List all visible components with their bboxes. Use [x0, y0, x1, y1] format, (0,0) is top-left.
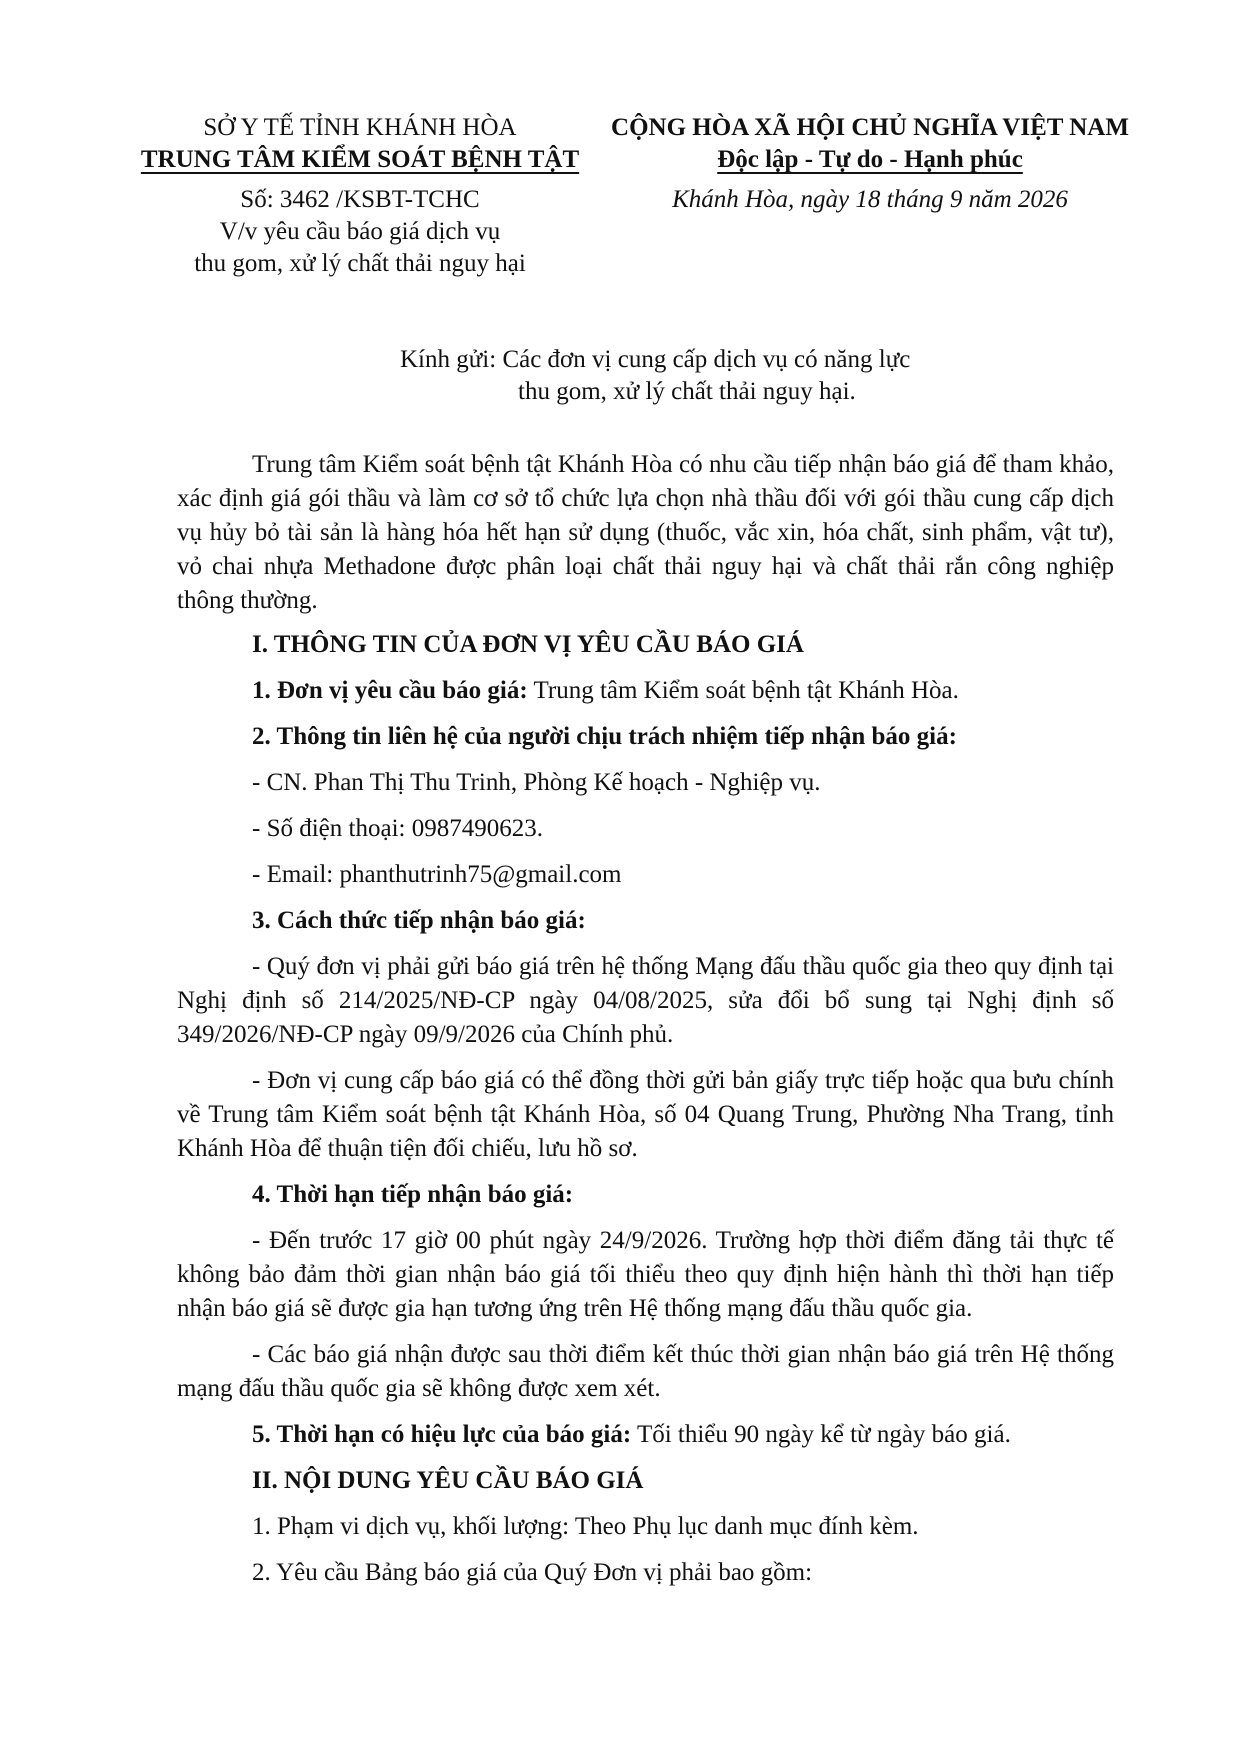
contact-name: - CN. Phan Thị Thu Trinh, Phòng Kế hoạch - Nghiệp vụ. [252, 769, 821, 796]
item-1-value: Trung tâm Kiểm soát bệnh tật Khánh Hòa. [527, 677, 959, 704]
org-parent: SỞ Y TẾ TỈNH KHÁNH HÒA [203, 114, 517, 141]
item-5 [177, 1418, 1114, 1452]
place-date: Khánh Hòa, ngày 18 tháng 9 năm 2026 [672, 186, 1068, 213]
recipient-line-1: Kính gửi: Các đơn vị cung cấp dịch vụ có năng lực [400, 346, 911, 373]
recipient-line-2: thu gom, xử lý chất thải nguy hại. [518, 378, 856, 405]
item-4-paragraph-2: - Các báo giá nhận được sau thời điểm kết thúc thời gian nhận báo giá trên Hệ thống mạng đấu thầu quốc gia sẽ không được xem xét. [177, 1341, 1114, 1402]
section-2-title: II. NỘI DUNG YÊU CẦU BÁO GIÁ [252, 1467, 644, 1494]
header-right [590, 112, 1150, 216]
motto: Độc lập - Tự do - Hạnh phúc [717, 146, 1023, 173]
item-1 [177, 674, 1114, 708]
subject-line-2: thu gom, xử lý chất thải nguy hại [194, 250, 526, 277]
item-3-paragraph-1: - Quý đơn vị phải gửi báo giá trên hệ thống Mạng đấu thầu quốc gia theo quy định tại Nghị định số 214/2025/NĐ-CP ngày 04/08/2025, sửa đổi bổ sung tại Nghị định số 349/2026/NĐ-CP ngày 09/9/2026 của Chính phủ. [177, 953, 1114, 1048]
nation-title: CỘNG HÒA XÃ HỘI CHỦ NGHĨA VIỆT NAM [611, 114, 1129, 141]
doc-number: Số: 3462 /KSBT-TCHC [240, 186, 480, 213]
header-left [140, 112, 580, 280]
item-4-paragraph-1: - Đến trước 17 giờ 00 phút ngày 24/9/2026. Trường hợp thời điểm đăng tải thực tế không bảo đảm thời gian nhận báo giá tối thiểu theo quy định hiện hành thì thời hạn tiếp nhận báo giá sẽ được gia hạn tương ứng trên Hệ thống mạng đấu thầu quốc gia. [177, 1227, 1114, 1322]
recipient-block [400, 344, 1200, 408]
item-3-paragraph-2: - Đơn vị cung cấp báo giá có thể đồng thời gửi bản giấy trực tiếp hoặc qua bưu chính về Trung tâm Kiểm soát bệnh tật Khánh Hòa, số 04 Quang Trung, Phường Nha Trang, tỉnh Khánh Hòa để thuận tiện đối chiếu, lưu hồ sơ. [177, 1067, 1114, 1162]
item-4-label: 4. Thời hạn tiếp nhận báo giá: [252, 1181, 574, 1208]
section-2-item-1: 1. Phạm vi dịch vụ, khối lượng: Theo Phụ lục danh mục đính kèm. [252, 1513, 919, 1540]
intro-paragraph: Trung tâm Kiểm soát bệnh tật Khánh Hòa có nhu cầu tiếp nhận báo giá để tham khảo, xác định giá gói thầu và làm cơ sở tổ chức lựa chọn nhà thầu đối với gói thầu cung cấp dịch vụ hủy bỏ tài sản là hàng hóa hết hạn sử dụng (thuốc, vắc xin, hóa chất, sinh phẩm, vật tư), vỏ chai nhựa Methadone được phân loại chất thải nguy hại và chất thải rắn công nghiệp thông thường. [177, 451, 1114, 614]
item-5-label: 5. Thời hạn có hiệu lực của báo giá: [252, 1421, 632, 1448]
contact-email: - Email: phanthutrinh75@gmail.com [252, 861, 622, 888]
item-5-value: Tối thiểu 90 ngày kể từ ngày báo giá. [631, 1421, 1011, 1448]
item-3-label: 3. Cách thức tiếp nhận báo giá: [252, 907, 586, 934]
section-2-item-2: 2. Yêu cầu Bảng báo giá của Quý Đơn vị phải bao gồm: [252, 1559, 813, 1586]
item-1-label: 1. Đơn vị yêu cầu báo giá: [252, 677, 528, 704]
org-name: TRUNG TÂM KIỂM SOÁT BỆNH TẬT [140, 146, 580, 173]
document-body [177, 448, 1114, 1590]
item-2-label: 2. Thông tin liên hệ của người chịu trách nhiệm tiếp nhận báo giá: [252, 723, 957, 750]
subject-line-1: V/v yêu cầu báo giá dịch vụ [219, 218, 501, 245]
contact-phone: - Số điện thoại: 0987490623. [252, 815, 543, 842]
section-1-title: I. THÔNG TIN CỦA ĐƠN VỊ YÊU CẦU BÁO GIÁ [252, 631, 804, 658]
